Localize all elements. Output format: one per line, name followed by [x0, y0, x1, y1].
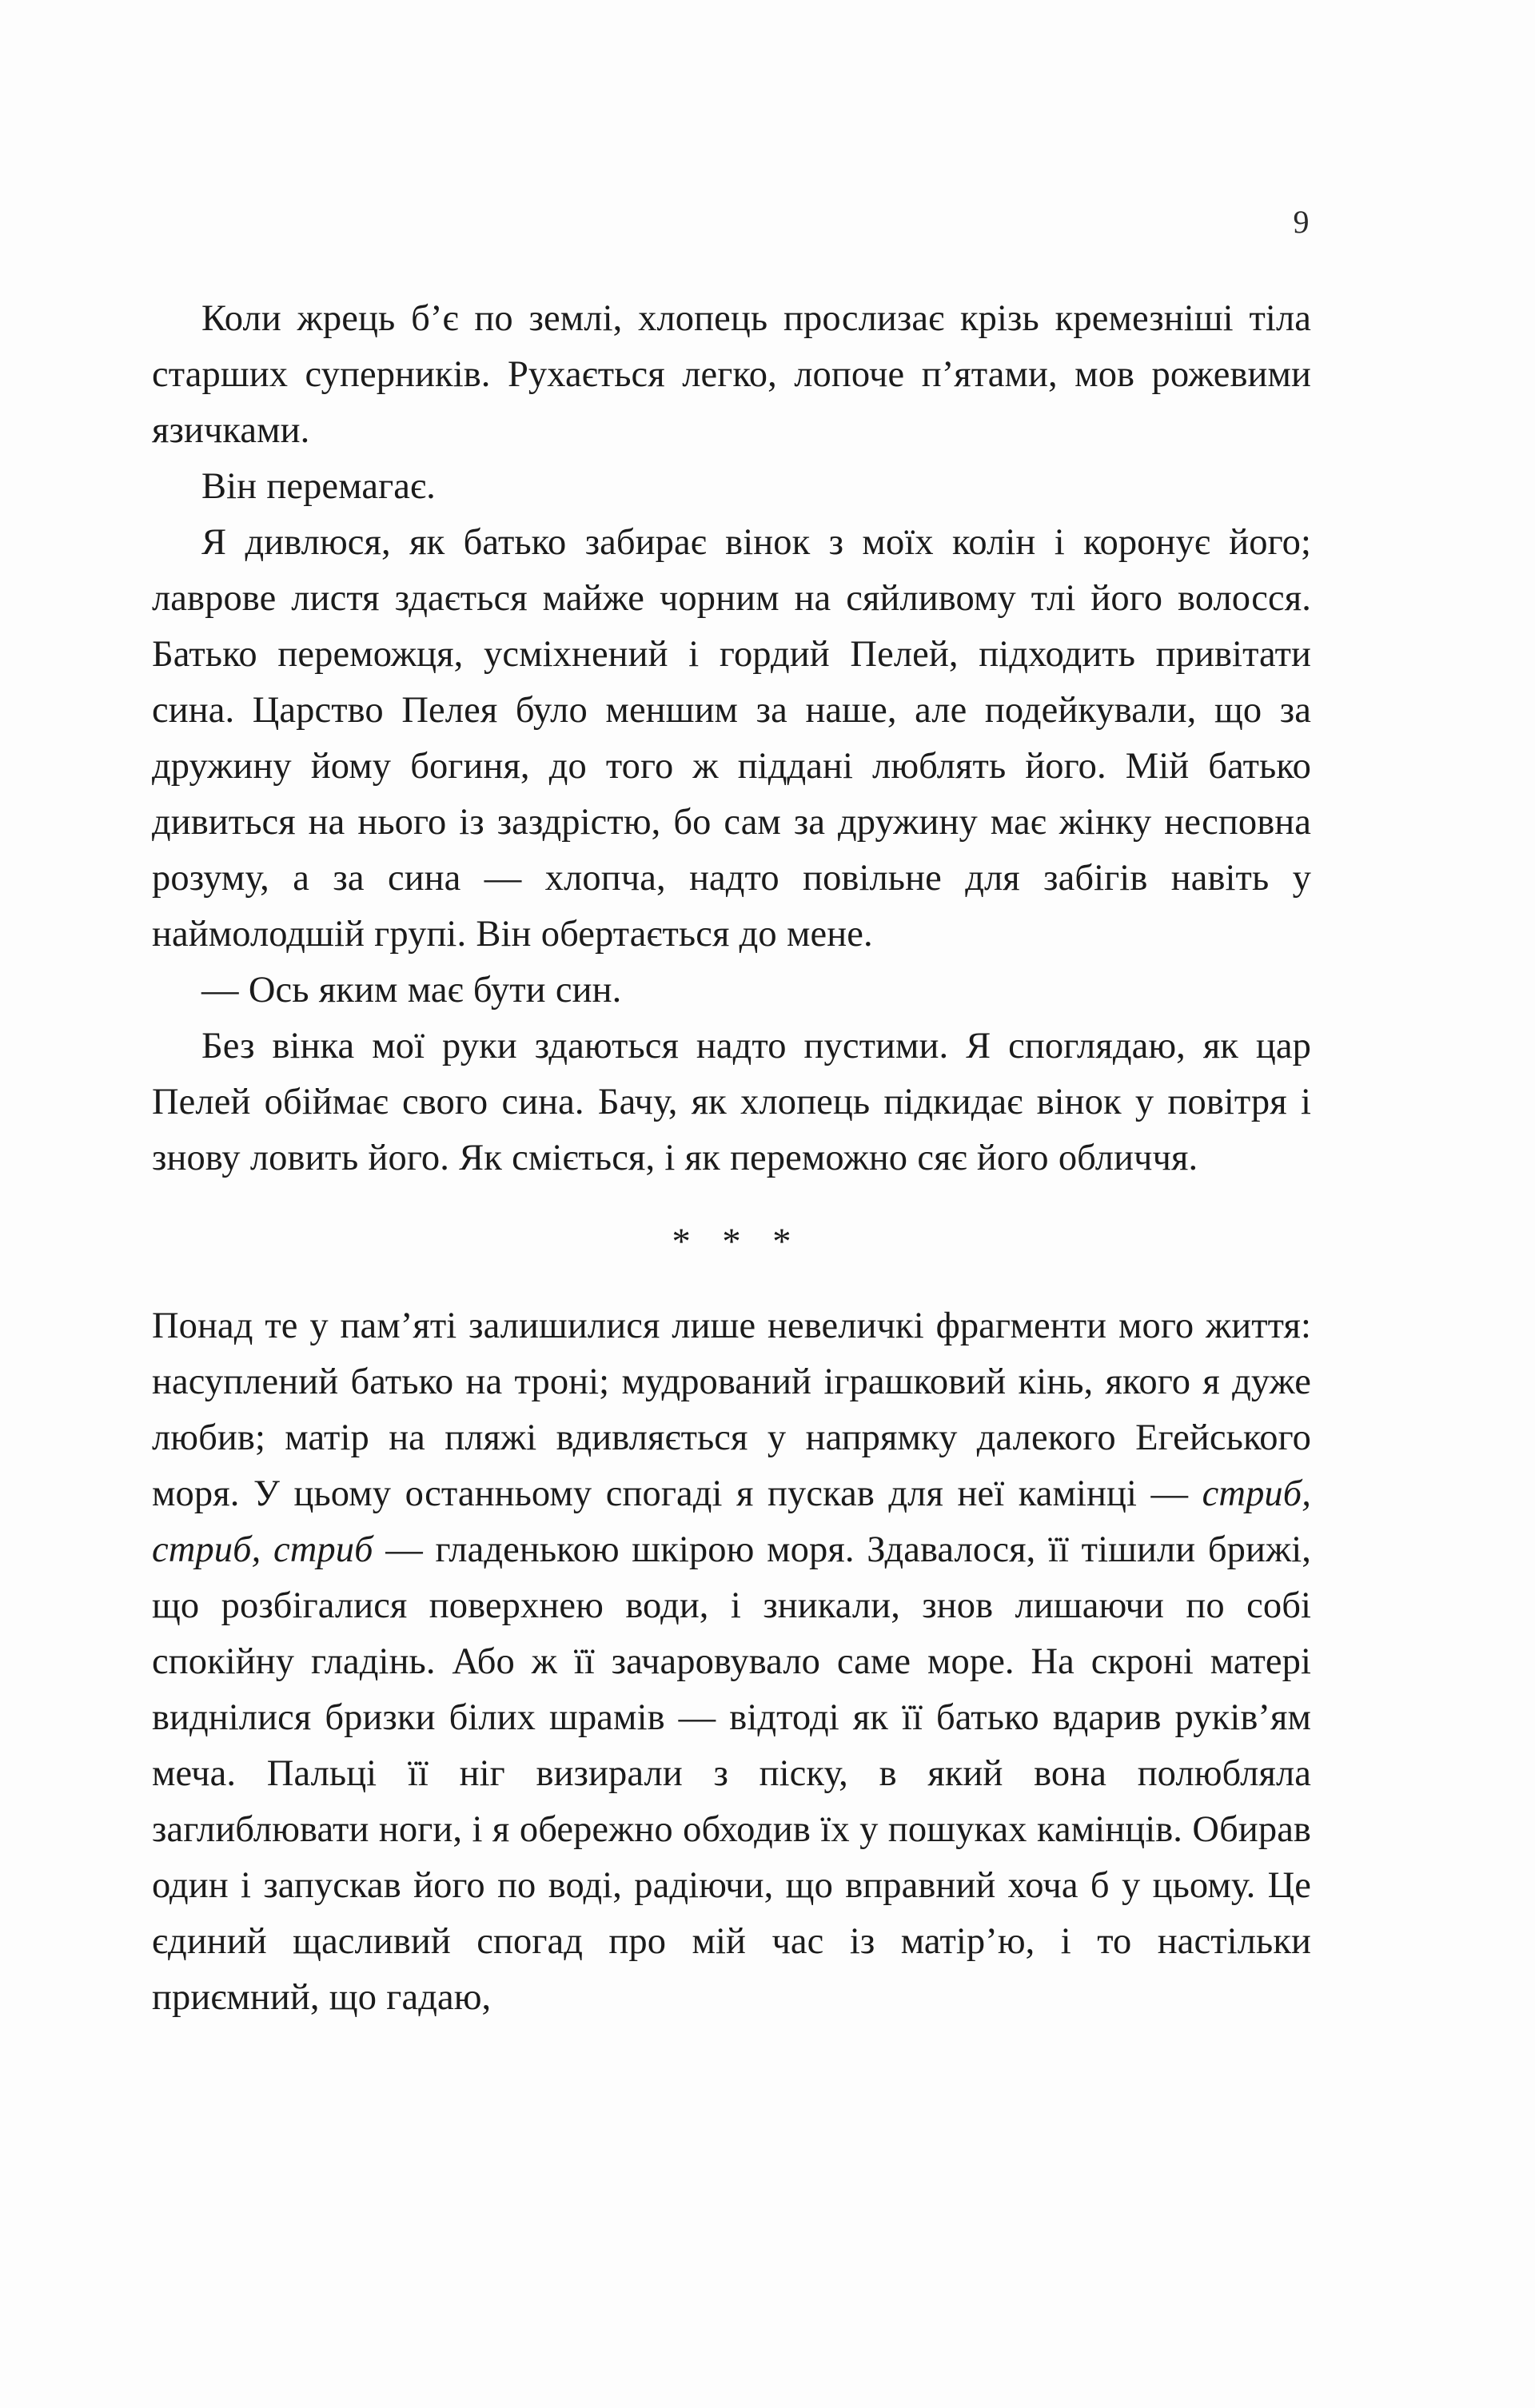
italic-run: стриб, стриб, стриб — [152, 1473, 1311, 1570]
paragraph: Він перемагає. — [201, 466, 436, 507]
text-column — [152, 291, 1311, 2026]
page-number: 9 — [1293, 204, 1310, 240]
paragraph: Без вінка мої руки здаються надто пустими. Я споглядаю, як цар Пелей обіймає свого сина. Бачу, як хлопець підкидає вінок у повітря і знову ловить його. Як сміється, і як переможно сяє його обличчя. — [152, 1026, 1311, 1178]
scene-break-asterisks: * * * — [672, 1222, 803, 1262]
paragraph: Коли жрець б’є по землі, хлопець прослизає крізь кремезніші тіла старших суперників. Рухається легко, лопоче п’ятами, мов рожевими язичками. — [152, 298, 1311, 451]
dialogue-line: — Ось яким має бути син. — [201, 970, 622, 1011]
paragraph-with-italics — [152, 1298, 1311, 2026]
text-run: Понад те у пам’яті залишилися лише невеличкі фрагменти мого життя: насуплений батько на троні; мудрований іграшковий кінь, якого я дуже любив; матір на пляжі вдивляється у напрямку далекого Егейського моря. У цьому останньому спогаді я пускав для неї камінці — — [152, 1306, 1311, 1514]
scene-break-separator — [152, 1186, 1311, 1298]
text-run: — гладенькою шкірою моря. Здавалося, її тішили брижі, що розбігалися поверхнею води, і зникали, знов лишаючи по собі спокійну гладінь. Або ж її зачаровувало саме море. На скроні матері виднілися бризки білих шрамів — відтоді як її батько вдарив руків’ям меча. Пальці її ніг визирали з піску, в який вона полюбляла заглиблювати ноги, і я обережно обходив їх у пошуках камінців. Обирав один і запускав його по воді, радіючи, що вправний хоча б у цьому. Це єдиний щасливий спогад про мій час із матір’ю, і то настільки приємний, що гадаю, — [152, 1529, 1311, 2018]
paragraph: Я дивлюся, як батько забирає вінок з моїх колін і коронує його; лаврове листя здається майже чорним на сяйливому тлі його волосся. Батько переможця, усміхнений і гордий Пелей, підходить привітати сина. Царство Пелея було меншим за наше, але подейкували, що за дружину йому богиня, до того ж піддані люблять його. Мій батько дивиться на нього із заздрістю, бо сам за дружину має жінку несповна розуму, а за сина — хлопча, надто повільне для забігів навіть у наймолодшій групі. Він обертається до мене. — [152, 522, 1311, 955]
